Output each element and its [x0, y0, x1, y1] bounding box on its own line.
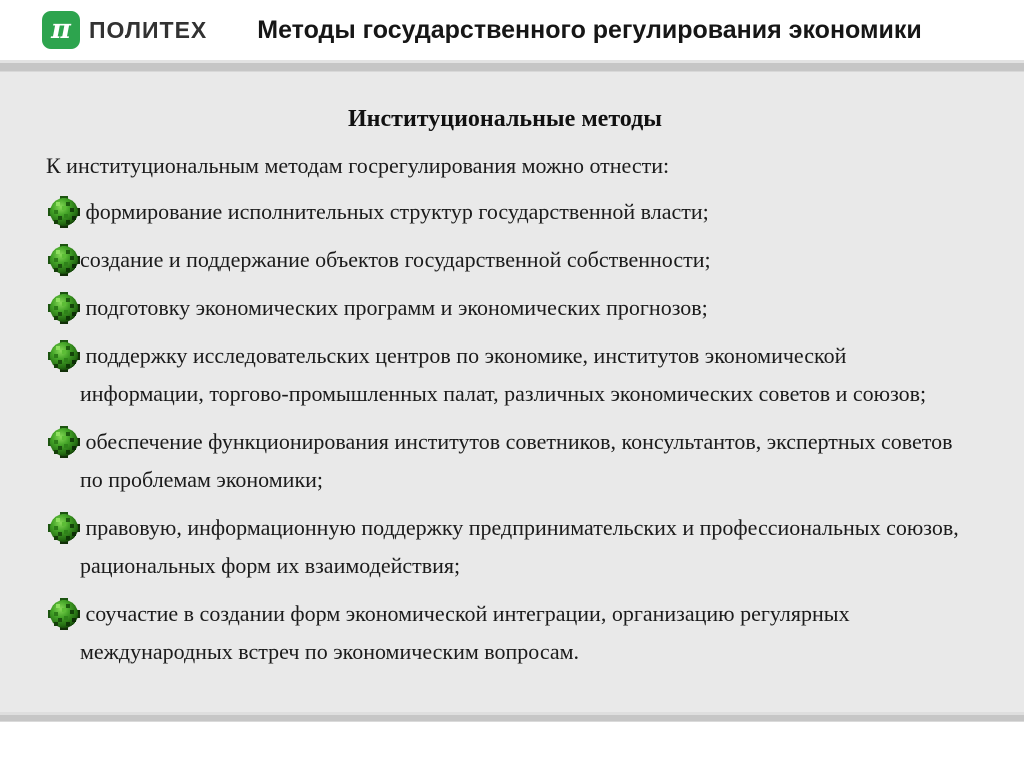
- top-divider-strip: [0, 60, 1024, 72]
- bullet-item: [46, 509, 964, 585]
- green-pixel-ball-icon: [48, 292, 80, 324]
- green-pixel-ball-icon: [48, 340, 80, 372]
- footer-whitespace: [0, 722, 1024, 768]
- slide-body: [0, 72, 1024, 712]
- politech-logo: [42, 11, 207, 49]
- bullet-list: [46, 193, 964, 671]
- green-pixel-ball-icon: [48, 426, 80, 458]
- green-pixel-ball-icon: [48, 196, 80, 228]
- bottom-divider-strip: [0, 712, 1024, 722]
- bullet-text: правовую, информационную поддержку предпринимательских и профессиональных союзов, рациональных форм их взаимодействия;: [80, 515, 965, 578]
- bullet-text: создание и поддержание объектов государственной собственности;: [80, 247, 711, 272]
- bullet-text: подготовку экономических программ и экономических прогнозов;: [80, 295, 708, 320]
- bullet-item: [46, 337, 964, 413]
- bullet-text: поддержку исследовательских центров по экономике, институтов экономической информации, торгово-промышленных палат, различных экономических советов и союзов;: [80, 343, 927, 406]
- bullet-text: формирование исполнительных структур государственной власти;: [80, 199, 709, 224]
- bullet-text: обеспечение функционирования институтов советников, консультантов, экспертных советов по проблемам экономики;: [80, 429, 958, 492]
- bullet-item: [46, 193, 964, 231]
- bullet-item: [46, 595, 964, 671]
- green-pixel-ball-icon: [48, 512, 80, 544]
- green-pixel-ball-icon: [48, 244, 80, 276]
- logo-pi-mark-icon: [42, 11, 80, 49]
- slide-title: Методы государственного регулирования экономики: [257, 15, 922, 44]
- bullet-item: [46, 423, 964, 499]
- pi-glyph: π: [51, 13, 71, 45]
- brand-text: ПОЛИТЕХ: [89, 16, 208, 43]
- section-heading: Институциональные методы: [348, 106, 662, 132]
- bullet-item: [46, 241, 964, 279]
- bullet-item: [46, 289, 964, 327]
- bullet-text: соучастие в создании форм экономической интеграции, организацию регулярных международных встреч по экономическим вопросам.: [80, 601, 856, 664]
- green-pixel-ball-icon: [48, 598, 80, 630]
- slide-header: [0, 0, 1024, 60]
- intro-paragraph: К институциональным методам госрегулирования можно отнести:: [46, 153, 670, 178]
